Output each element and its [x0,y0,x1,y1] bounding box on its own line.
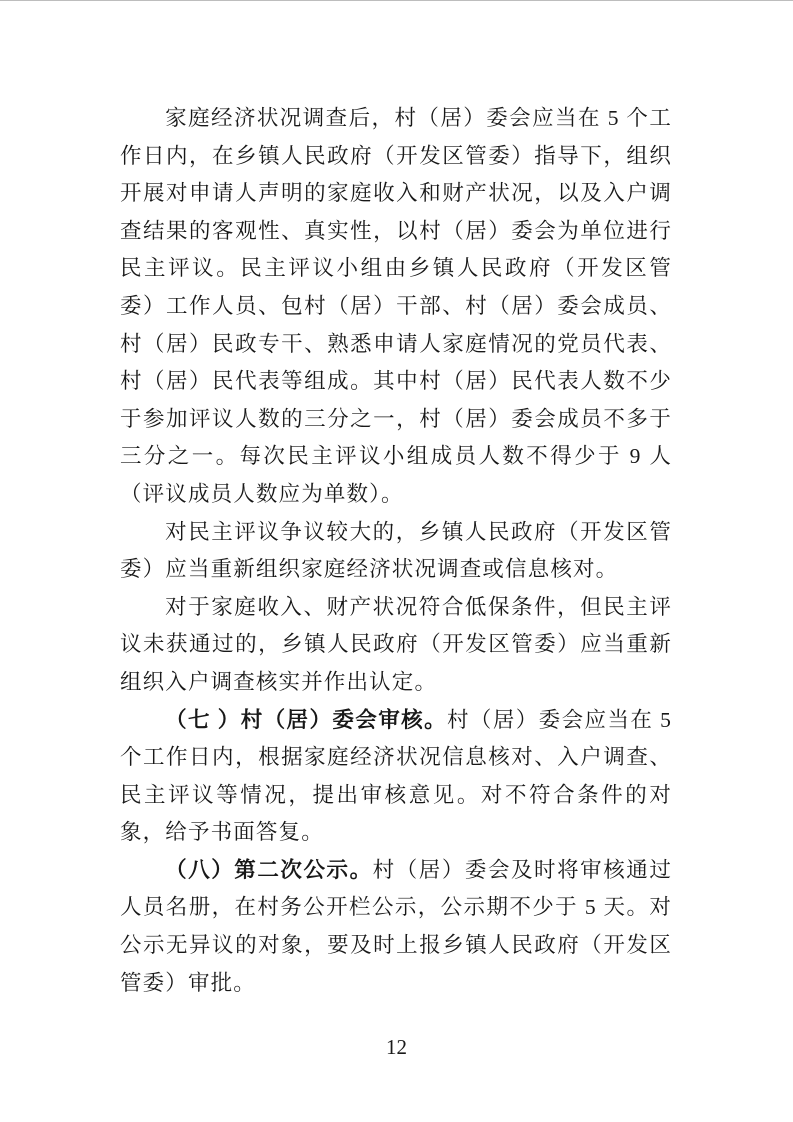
paragraph-text: 村（居）委会及时将审核通过人员名册，在村务公开栏公示，公示期不少于 5 天。对公示无异议的对象，要及时上报乡镇人民政府（开发区管委）审批。 [120,857,672,995]
section-7-heading: （七 ）村（居）委会审核。 [165,707,447,732]
document-body [120,100,672,1002]
paragraph-dispute-review [120,514,672,589]
paragraph-text: 家庭经济状况调查后，村（居）委会应当在 5 个工作日内，在乡镇人民政府（开发区管委）指导下，组织开展对申请人声明的家庭收入和财产状况，以及入户调查结果的客观性、真实性，以村（居）委会为单位进行民主评议。民主评议小组由乡镇人民政府（开发区管委）工作人员、包村（居）干部、村（居）委会成员、村（居）民政专干、熟悉申请人家庭情况的党员代表、村（居）民代表等组成。其中村（居）民代表人数不少于参加评议人数的三分之一，村（居）委会成员不多于三分之一。每次民主评议小组成员人数不得少于 9 人（评议成员人数应为单数）。 [120,106,672,506]
paragraph-section-8-second-publicity [120,852,672,1002]
paragraph-text: 对民主评议争议较大的，乡镇人民政府（开发区管委）应当重新组织家庭经济状况调查或信息核对。 [120,519,672,582]
paragraph-text: 村（居）委会应当在 5 个工作日内，根据家庭经济状况信息核对、入户调查、民主评议等情况，提出审核意见。对不符合条件的对象，给予书面答复。 [120,707,672,845]
paragraph-text: 对于家庭收入、财产状况符合低保条件，但民主评议未获通过的，乡镇人民政府（开发区管委）应当重新组织入户调查核实并作出认定。 [120,594,672,694]
section-8-heading: （八）第二次公示。 [165,857,373,882]
page-number: 12 [386,1035,407,1059]
paragraph-recheck-determination [120,589,672,702]
paragraph-family-survey [120,100,672,514]
paragraph-section-7-committee-review [120,702,672,852]
